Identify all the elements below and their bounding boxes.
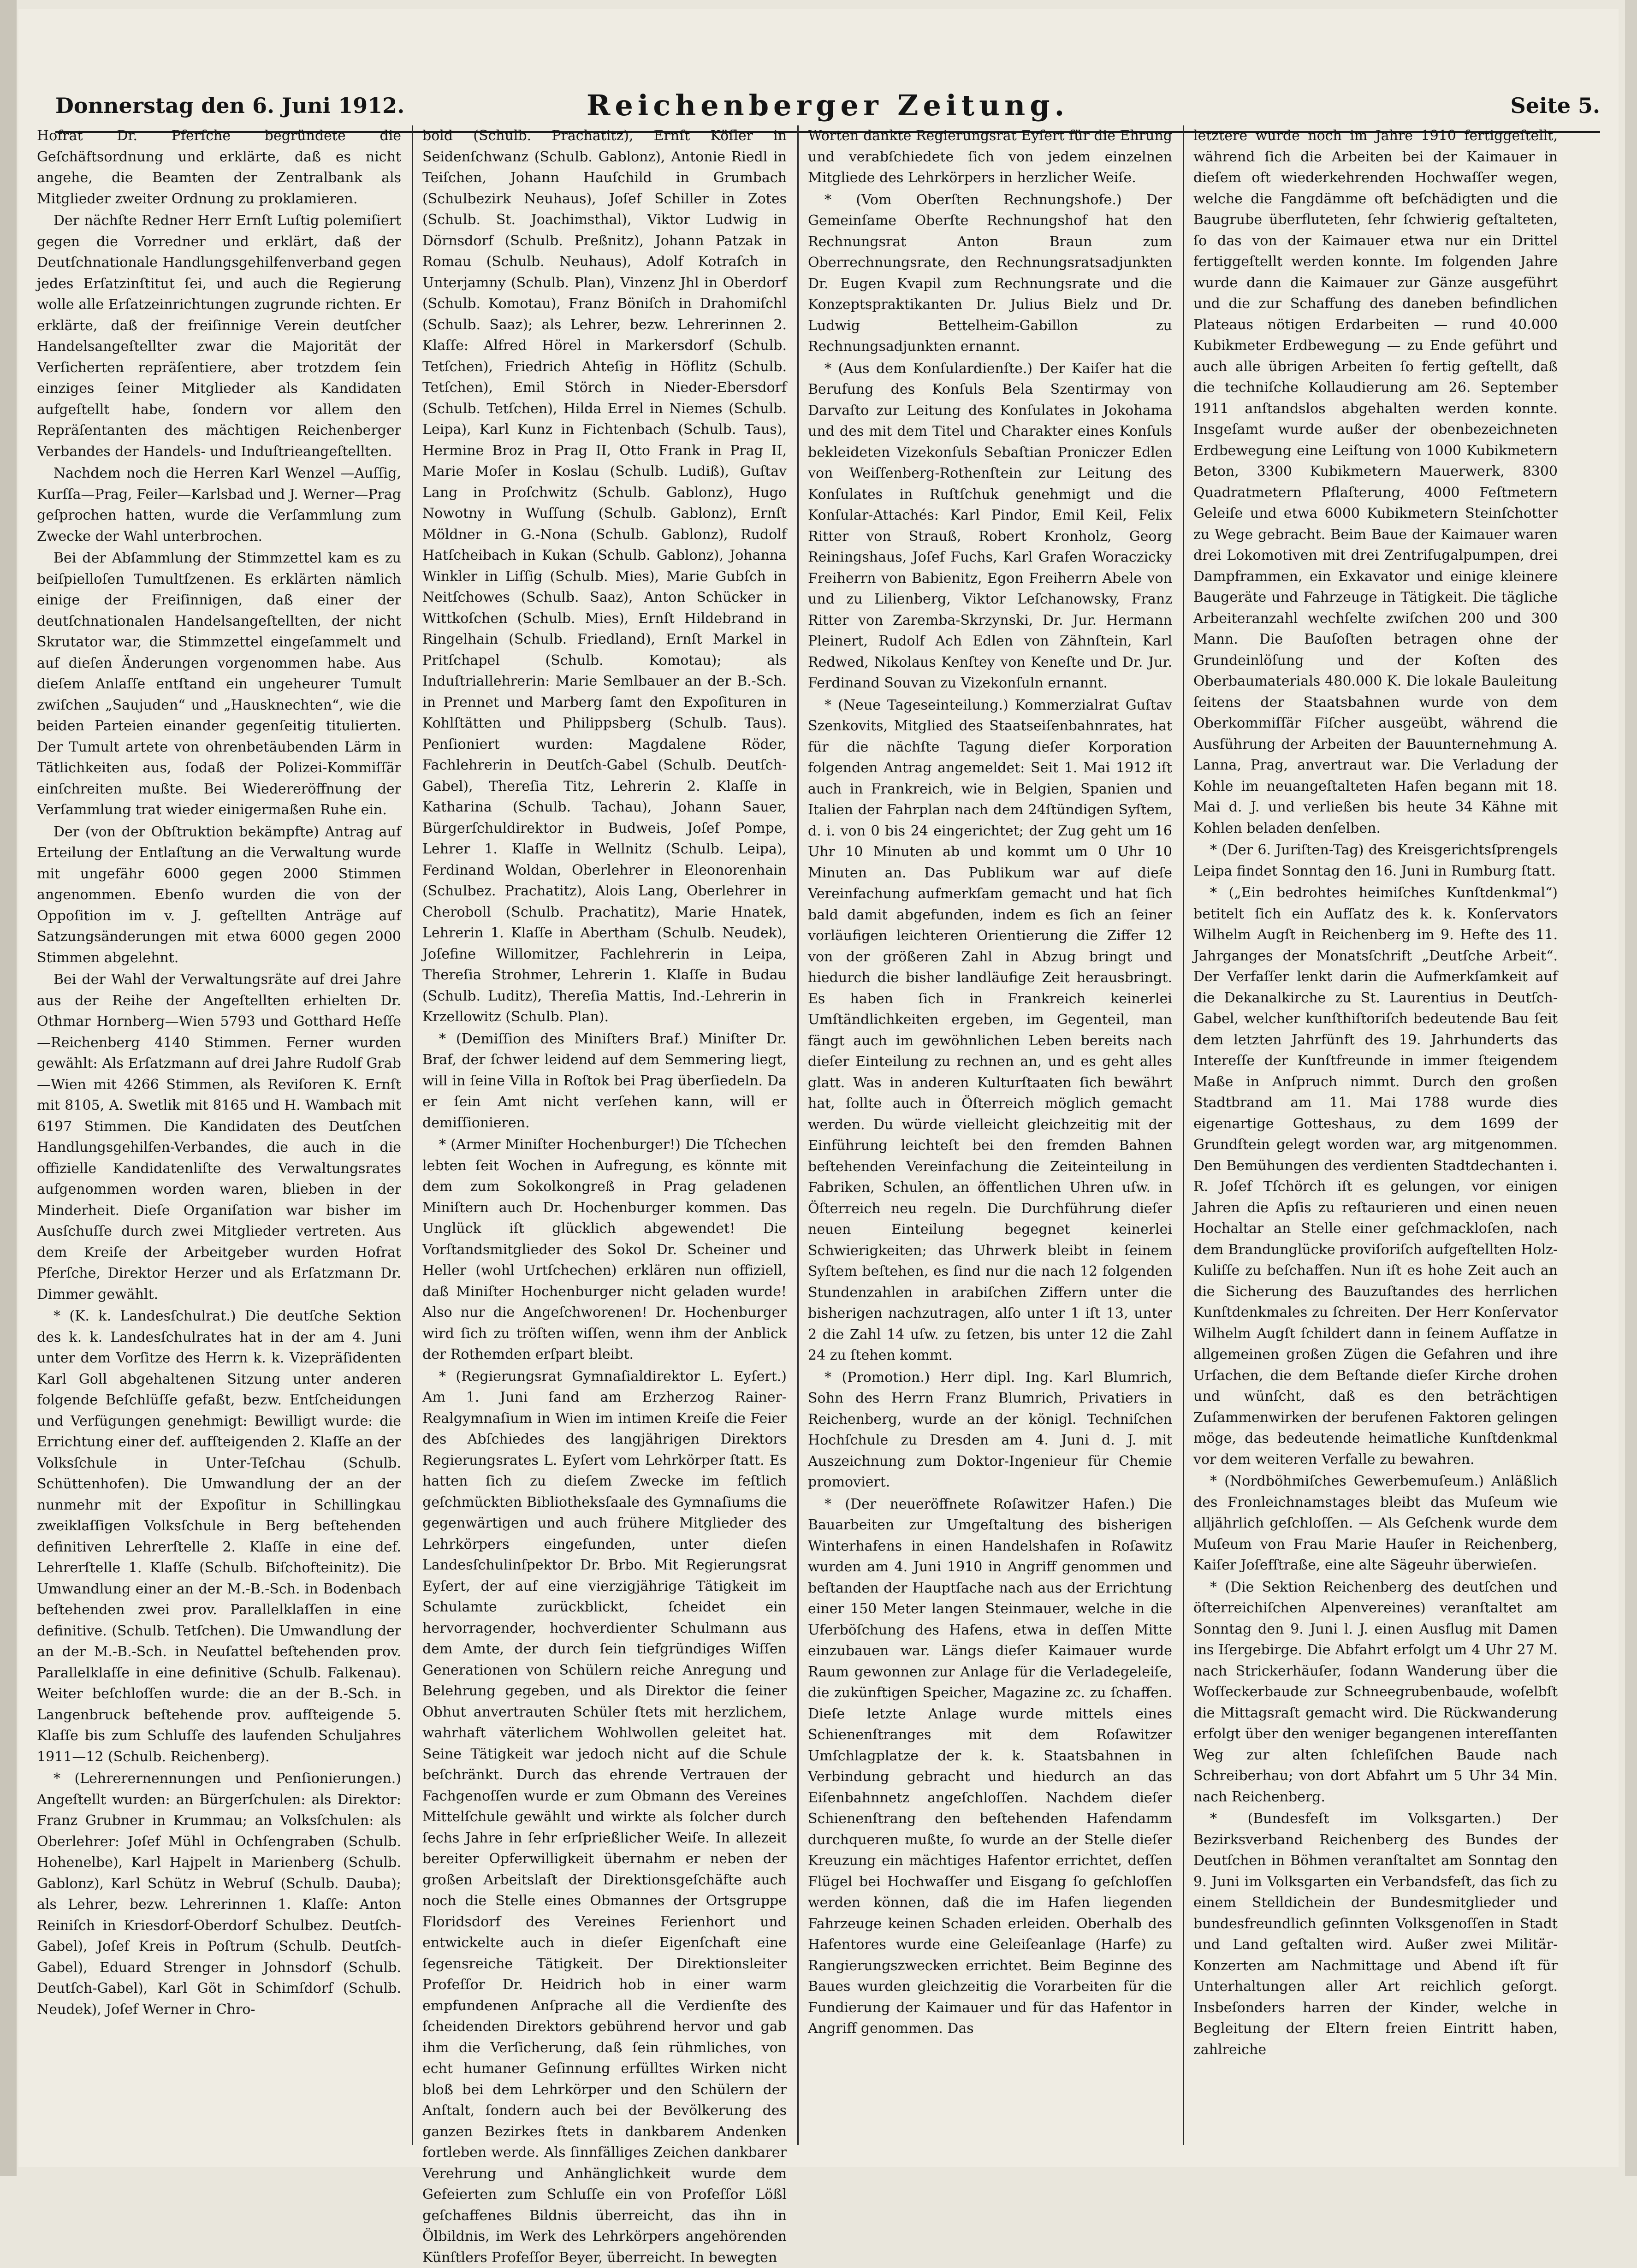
newspaper-title: Reichenberger Zeitung. <box>55 89 1600 122</box>
article-paragraph: * (Armer Miniſter Hochenburger!) Die Tſchechen lebten ſeit Wochen in Aufregung, es könnte mit dem zum Sokolkongreß in Prag geladenen Miniſtern auch Dr. Hochenburger kommen. Das Unglück iſt glücklich abgewendet! Die Vorſtandsmitglieder des Sokol Dr. Scheiner und Heller (wohl Urtſchechen) erklären nun offiziell, daß Miniſter Hochenburger nicht geladen wurde! Also nur die Angeſchworenen! Dr. Hochenburger wird ſich zu tröſten wiſſen, wenn ihm der Anblick der Rothemden erſpart bleibt. <box>422 1134 787 1365</box>
article-paragraph: Nachdem noch die Herren Karl Wenzel —Auſſig, Kurſſa—Prag, Feiler—Karlsbad und J. Werner—Prag geſprochen hatten, wurde die Verſammlung zum Zwecke der Wahl unterbrochen. <box>37 463 401 547</box>
article-paragraph: Bei der Abſammlung der Stimmzettel kam es zu beiſpielloſen Tumultſzenen. Es erklärten nämlich einige der Freiſinnigen, daß einer der deutſchnationalen Handelsangeſtellten, der nicht Skrutator war, die Stimmzettel eingeſammelt und auf dieſen Änderungen vorgenommen habe. Aus dieſem Anlaſſe entſtand ein ungeheurer Tumult zwiſchen „Saujuden“ und „Hausknechten“, wie die beiden Parteien einander gegenſeitig titulierten. Der Tumult artete von ohrenbetäubenden Lärm in Tätlichkeiten aus, ſodaß der Polizei-Kommiſſär einſchreiten mußte. Bei Wiedereröffnung der Verſammlung trat wieder einigermaßen Ruhe ein. <box>37 548 401 821</box>
article-paragraph: * (K. k. Landesſchulrat.) Die deutſche Sektion des k. k. Landesſchulrates hat in der am 4. Juni unter dem Vorſitze des Herrn k. k. Vizepräſidenten Karl Goll abgehaltenen Sitzung unter anderen folgende Beſchlüſſe gefaßt, bezw. Entſcheidungen und Verfügungen genehmigt: Bewilligt wurde: die Errichtung einer def. aufſteigenden 2. Klaſſe an der Volksſchule in Unter-Teſchau (Schulb. Schüttenhofen). Die Umwandlung der an der nunmehr mit der Expoſitur in Schillingkau zweiklaſſigen Volksſchule in Berg beſtehenden definitiven Lehrerſtelle 2. Klaſſe in eine def. Lehrerſtelle 1. Klaſſe (Schulb. Biſchofteinitz). Die Umwandlung einer an der M.-B.-Sch. in Bodenbach beſtehenden zwei prov. Parallelklaſſen in eine definitive. (Schulb. Tetſchen). Die Umwandlung der an der M.-B.-Sch. in Neuſattel beſtehenden prov. Parallelklaſſe in eine definitive (Schulb. Falkenau). Weiter beſchloſſen wurde: die an der B.-Sch. in Langenbruck beſtehende prov. aufſteigende 5. Klaſſe bis zum Schluſſe des laufenden Schuljahres 1911—12 (Schulb. Reichenberg). <box>37 1306 401 1767</box>
article-paragraph: Hofrat Dr. Pferſche begründete die Geſchäftsordnung und erklärte, daß es nicht angehe, die Beamten der Zentralbank als Mitglieder zweiter Ordnung zu proklamieren. <box>37 125 401 209</box>
article-paragraph: * („Ein bedrohtes heimiſches Kunſtdenkmal“) betitelt ſich ein Aufſatz des k. k. Konſervators Wilhelm Augſt in Reichenberg im 9. Hefte des 11. Jahrganges der Monatsſchrift „Deutſche Arbeit“. Der Verfaſſer lenkt darin die Aufmerkſamkeit auf die Dekanalkirche zu St. Laurentius in Deutſch-Gabel, welcher kunſthiſtoriſch bedeutende Bau ſeit dem letzten Jahrfünft des 19. Jahrhunderts das Intereſſe der Kunſtfreunde in immer ſteigendem Maße in Anſpruch nimmt. Durch den großen Stadtbrand am 11. Mai 1788 wurde dies eigenartige Gotteshaus, zu dem 1699 der Grundſtein gelegt worden war, arg mitgenommen. Den Bemühungen des verdienten Stadtdechanten i. R. Joſef Tſchörch iſt es gelungen, vor einigen Jahren die Apſis zu reſtaurieren und einen neuen Hochaltar an Stelle einer geſchmackloſen, nach dem Brandunglücke proviſoriſch aufgeſtellten Holz-Kuliſſe zu beſchaffen. Nun iſt es hohe Zeit auch an die Sicherung des Bauzuſtandes des herrlichen Kunſtdenkmales zu ſchreiten. Der Herr Konſervator Wilhelm Augſt ſchildert dann in ſeinem Aufſatze in allgemeinen großen Zügen die Gefahren und ihre Urſachen, die dem Beſtande dieſer Kirche drohen und wünſcht, daß es den beträchtigen Zuſammenwirken der berufenen Faktoren gelingen möge, das bedeutende heimatliche Kunſtdenkmal vor dem weiteren Verfalle zu bewahren. <box>1193 882 1558 1470</box>
text-column-1 <box>37 125 401 2145</box>
article-paragraph: Worten dankte Regierungsrat Eyſert für die Ehrung und verabſchiedete ſich von jedem einzelnen Mitgliede des Lehrkörpers in herzlicher Weiſe. <box>808 125 1172 189</box>
article-paragraph: * (Der neueröffnete Roſawitzer Hafen.) Die Bauarbeiten zur Umgeſtaltung des bisherigen Winterhafens in einen Handelshafen in Roſawitz wurden am 4. Juni 1910 in Angriff genommen und beſtanden der Hauptſache nach aus der Errichtung einer 150 Meter langen Steinmauer, welche in die Uferböſchung des Hafens, etwa in deſſen Mitte einzubauen war. Längs dieſer Kaimauer wurde Raum gewonnen zur Anlage für die Verladegeleiſe, die zukünftigen Speicher, Magazine zc. zu ſchaffen. Dieſe letzte Anlage wurde mittels eines Schienenſtranges mit dem Roſawitzer Umſchlagplatze der k. k. Staatsbahnen in Verbindung gebracht und hiedurch an das Eiſenbahnnetz angeſchloſſen. Nachdem dieſer Schienenſtrang den beſtehenden Hafendamm durchqueren mußte, ſo wurde an der Stelle dieſer Kreuzung ein mächtiges Hafentor errichtet, deſſen Flügel bei Hochwaſſer und Eisgang ſo geſchloſſen werden können, daß die im Hafen liegenden Fahrzeuge keinen Schaden erleiden. Oberhalb des Hafentores wurde eine Geleiſeanlage (Harfe) zu Rangierungszwecken errichtet. Beim Beginne des Baues wurden gleichzeitig die Vorarbeiten für die Fundierung der Kaimauer und für das Hafentor in Angriff genommen. Das <box>808 1494 1172 2039</box>
article-paragraph: * (Nordböhmiſches Gewerbemuſeum.) Anläßlich des Fronleichnamstages bleibt das Muſeum wie alljährlich geſchloſſen. — Als Geſchenk wurde dem Muſeum von Frau Marie Hauſer in Reichenberg, Kaiſer Joſefſtraße, eine alte Sägeuhr überwieſen. <box>1193 1471 1558 1576</box>
article-paragraph: letztere wurde noch im Jahre 1910 fertiggeſtellt, während ſich die Arbeiten bei der Kaimauer in dieſem oft wiederkehrenden Hochwaſſer wegen, welche die Fangdämme oft beſchädigten und die Baugrube überfluteten, ſehr ſchwierig geſtalteten, ſo das von der Kaimauer etwa nur ein Drittel fertiggeſtellt werden konnte. Im folgenden Jahre wurde dann die Kaimauer zur Gänze ausgeführt und die zur Schaffung des daneben befindlichen Plateaus nötigen Erdarbeiten — rund 40.000 Kubikmeter Erdbewegung — zu Ende geführt und auch alle übrigen Arbeiten ſo fertig geſtellt, daß die techniſche Kollaudierung am 26. September 1911 anſtandslos abgehalten werden konnte. Insgeſamt wurde außer der obenbezeichneten Erdbewegung eine Leiſtung von 1000 Kubikmetern Beton, 3300 Kubikmetern Mauerwerk, 8300 Quadratmetern Pflaſterung, 4000 Feſtmetern Geleiſe und etwa 6000 Kubikmetern Steinſchotter zu Wege gebracht. Beim Baue der Kaimauer waren drei Lokomotiven mit drei Zentrifugalpumpen, drei Dampframmen, ein Exkavator und einige kleinere Baugeräte und Fahrzeuge in Tätigkeit. Die tägliche Arbeiteranzahl wechſelte zwiſchen 200 und 300 Mann. Die Bauſoſten betragen ohne der Grundeinlöſung und der Koſten des Oberbaumaterials 480.000 K. Die lokale Bauleitung ſeitens der Staatsbahnen wurde von dem Oberkommiſſär Fiſcher ausgeübt, während die Ausführung der Arbeiten der Bauunternehmung A. Lanna, Prag, anvertraut war. Die Verladung der Kohle im neuangeſtalteten Hafen begann mit 18. Mai d. J. und verließen bis heute 34 Kähne mit Kohlen beladen denſelben. <box>1193 125 1558 839</box>
article-paragraph: * (Bundesfeſt im Volksgarten.) Der Bezirksverband Reichenberg des Bundes der Deutſchen in Böhmen veranſtaltet am Sonntag den 9. Juni im Volksgarten ein Verbandsfeſt, das ſich zu einem Stelldichein der Bundesmitglieder und bundesfreundlich geſinnten Volksgenoſſen in Stadt und Land geſtalten wird. Außer zwei Militär-Konzerten am Nachmittage und Abend iſt für Unterhaltungen aller Art reichlich geſorgt. Insbeſonders harren der Kinder, welche in Begleitung der Eltern freien Eintritt haben, zahlreiche <box>1193 1808 1558 2060</box>
column-rule <box>797 125 799 2145</box>
article-paragraph: * (Lehrerernennungen und Penſionierungen.) Angeſtellt wurden: an Bürgerſchulen: als Direktor: Franz Grubner in Krummau; an Volksſchulen: als Oberlehrer: Joſef Mühl in Ochſengraben (Schulb. Hohenelbe), Karl Hajpelt in Marienberg (Schulb. Gablonz), Karl Schütz in Webruſ (Schulb. Dauba); als Lehrer, bezw. Lehrerinnen 1. Klaſſe: Anton Reiniſch in Kriesdorf-Oberdorf Schulbez. Deutſch-Gabel), Joſef Kreis in Poſtrum (Schulb. Deutſch-Gabel), Eduard Strenger in Johnsdorf (Schulb. Deutſch-Gabel), Karl Göt in Schimſdorf (Schulb. Neudek), Joſef Werner in Chro- <box>37 1768 401 2020</box>
scan-edge-left <box>0 0 17 2176</box>
text-column-2 <box>422 125 787 2145</box>
text-column-3 <box>808 125 1172 2145</box>
column-rule <box>412 125 413 2145</box>
text-column-4 <box>1193 125 1558 2145</box>
article-paragraph: * (Promotion.) Herr dipl. Ing. Karl Blumrich, Sohn des Herrn Franz Blumrich, Privatiers in Reichenberg, wurde an der königl. Techniſchen Hochſchule zu Dresden am 4. Juni d. J. mit Auszeichnung zum Doktor-Ingenieur für Chemie promoviert. <box>808 1367 1172 1493</box>
article-paragraph: * (Der 6. Juriſten-Tag) des Kreisgerichtsſprengels Leipa findet Sonntag den 16. Juni in Rumburg ſtatt. <box>1193 840 1558 882</box>
article-paragraph: * (Neue Tageseinteilung.) Kommerzialrat Guſtav Szenkovits, Mitglied des Staatseiſenbahnrates, hat für die nächſte Tagung dieſer Korporation folgenden Antrag angemeldet: Seit 1. Mai 1912 iſt auch in Frankreich, wie in Belgien, Spanien und Italien der Fahrplan nach dem 24ſtündigen Syſtem, d. i. von 0 bis 24 eingerichtet; der Zug geht um 16 Uhr 10 Minuten ab und kommt um 0 Uhr 10 Minuten an. Das Publikum war auf dieſe Vereinfachung aufmerkſam gemacht und hat ſich bald damit abgefunden, indem es ſich an ſeiner vorläufigen leichteren Orientierung die Ziffer 12 von der größeren Zahl in Abzug bringt und hiedurch die bisher landläufige Zeit herausbringt. Es haben ſich in Frankreich keinerlei Umſtändlichkeiten ergeben, im Gegenteil, man fängt auch im gewöhnlichen Leben bereits nach dieſer Einteilung zu rechnen an, und es geht alles glatt. Was in anderen Kulturſtaaten ſich bewährt hat, ſollte auch in Öſterreich möglich gemacht werden. Du würde vielleicht gleichzeitig mit der Einführung leichteſt bei den fremden Bahnen beſtehenden Vereinfachung die Zeiteinteilung in Fabriken, Schulen, an öffentlichen Uhren uſw. in Öſterreich neu regeln. Die Durchführung dieſer neuen Einteilung begegnet keinerlei Schwierigkeiten; das Uhrwerk bleibt in ſeinem Syſtem beſtehen, es ſind nur die nach 12 folgenden Stundenzahlen in arabiſchen Ziffern unter die bisherigen nachzutragen, alſo unter 1 iſt 13, unter 2 die Zahl 14 uſw. zu ſetzen, bis unter 12 die Zahl 24 zu ſtehen kommt. <box>808 695 1172 1366</box>
issue-date: Donnerstag den 6. Juni 1912. <box>55 93 404 118</box>
article-paragraph: Bei der Wahl der Verwaltungsräte auf drei Jahre aus der Reihe der Angeſtellten erhielten Dr. Othmar Hornberg—Wien 5793 und Gotthard Heſſe—Reichenberg 4140 Stimmen. Ferner wurden gewählt: Als Erſatzmann auf drei Jahre Rudolf Grab—Wien mit 4266 Stimmen, als Reviſoren K. Ernſt mit 8105, A. Swetlik mit 8165 und H. Wambach mit 6197 Stimmen. Die Kandidaten des Deutſchen Handlungsgehilfen-Verbandes, die auch in die offizielle Kandidatenliſte des Verwaltungsrates aufgenommen worden waren, blieben in der Minderheit. Dieſe Organiſation war bisher im Ausſchuſſe durch zwei Mitglieder vertreten. Aus dem Kreiſe der Arbeitgeber wurden Hofrat Pferſche, Direktor Herzer und als Erſatzmann Dr. Dimmer gewählt. <box>37 969 401 1305</box>
article-paragraph: Der nächſte Redner Herr Ernſt Luſtig polemiſiert gegen die Vorredner und erklärt, daß der Deutſchnationale Handlungsgehilfenverband gegen jedes Erſatzinſtitut ſei, und auch die Regierung wolle alle Erſatzeinrichtungen zugrunde richten. Er erklärte, daß der freiſinnige Verein deutſcher Handelsangeſtellter zwar die Majorität der Verſicherten repräſentiere, aber trotzdem ſein einziges ſeiner Mitglieder als Kandidaten aufgeſtellt habe, ſondern vor allem den Repräſentanten des mächtigen Reichenberger Verbandes der Handels- und Induſtrieangeſtellten. <box>37 210 401 462</box>
page-number: Seite 5. <box>1510 93 1600 118</box>
scan-edge-right <box>1625 0 1637 2176</box>
article-paragraph: * (Demiſſion des Miniſters Braf.) Miniſter Dr. Braf, der ſchwer leidend auf dem Semmering liegt, will in ſeine Villa in Roſtok bei Prag überſiedeln. Da er ſein Amt nicht verſehen kann, will er demiſſionieren. <box>422 1029 787 1134</box>
article-paragraph: Der (von der Obſtruktion bekämpfte) Antrag auf Erteilung der Entlaſtung an die Verwaltung wurde mit ungefähr 6000 gegen 2000 Stimmen angenommen. Ebenſo wurden die von der Oppoſition im v. J. geſtellten Anträge auf Satzungsänderungen mit etwa 6000 gegen 2000 Stimmen abgelehnt. <box>37 822 401 969</box>
article-paragraph: * (Aus dem Konſulardienſte.) Der Kaiſer hat die Berufung des Konſuls Bela Szentirmay von Darvaſto zur Leitung des Konſulates in Jokohama und des mit dem Titel und Charakter eines Konſuls bekleideten Vizekonſuls Sebaſtian Proniczer Edlen von Weiſſenberg-Rothenſtein zur Leitung des Konſulates in Ruſtſchuk genehmigt und die Konſular-Attachés: Karl Pindor, Emil Keil, Felix Ritter von Strauß, Robert Kronholz, Georg Reiningshaus, Joſef Fuchs, Karl Grafen Woraczicky Freiherrn von Babienitz, Egon Freiherrn Abele von und zu Lilienberg, Viktor Leſchanowsky, Franz Ritter von Zaremba-Skrzynski, Dr. Jur. Hermann Pleinert, Rudolf Ach Edlen von Zähnſtein, Karl Redwed, Nikolaus Kenſtey von Keneſte und Dr. Jur. Ferdinand Souvan zu Vizekonſuln ernannt. <box>808 358 1172 694</box>
article-paragraph: * (Die Sektion Reichenberg des deutſchen und öſterreichiſchen Alpenvereines) veranſtaltet am Sonntag den 9. Juni l. J. einen Ausflug mit Damen ins Iſergebirge. Die Abfahrt erfolgt um 4 Uhr 27 M. nach Strickerhäuſer, ſodann Wanderung über die Woſſeckerbaude zur Schneegrubenbaude, woſelbſt die Mittagsraſt gemacht wird. Die Rückwanderung erfolgt über den weniger begangenen intereſſanten Weg zur alten ſchleſiſchen Baude nach Schreiberhau; von dort Abfahrt um 5 Uhr 34 Min. nach Reichenberg. <box>1193 1577 1558 1808</box>
article-paragraph: bold (Schulb. Prachatitz), Ernſt Köſler in Seidenſchwanz (Schulb. Gablonz), Antonie Riedl in Teiſchen, Johann Hauſchild in Grumbach (Schulbezirk Neuhaus), Joſef Schiller in Zotes (Schulb. St. Joachimsthal), Viktor Ludwig in Dörnsdorf (Schulb. Preßnitz), Johann Patzak in Romau (Schulb. Neuhaus), Adolf Kotraſch in Unterjamny (Schulb. Plan), Vinzenz Jhl in Oberdorf (Schulb. Komotau), Franz Böniſch in Drahomiſchl (Schulb. Saaz); als Lehrer, bezw. Lehrerinnen 2. Klaſſe: Alfred Hörel in Markersdorf (Schulb. Tetſchen), Friedrich Ahteſig in Höflitz (Schulb. Tetſchen), Emil Störch in Nieder-Ebersdorf (Schulb. Tetſchen), Hilda Errel in Niemes (Schulb. Leipa), Karl Kunz in Fichtenbach (Schulb. Taus), Hermine Broz in Prag II, Otto Frank in Prag II, Marie Moſer in Koslau (Schulb. Ludiß), Guſtav Lang in Proſchwitz (Schulb. Gablonz), Hugo Nowotny in Wuſſung (Schulb. Gablonz), Ernſt Möldner in G.-Nona (Schulb. Gablonz), Rudolf Hatſcheibach in Kukan (Schulb. Gablonz), Johanna Winkler in Liſſig (Schulb. Mies), Marie Gubſch in Neitſchowes (Schulb. Saaz), Anton Schücker in Wittkoſchen (Schulb. Mies), Ernſt Hildebrand in Ringelhain (Schulb. Friedland), Ernſt Markel in Pritſchapel (Schulb. Komotau); als Induſtriallehrerin: Marie Semlbauer an der B.-Sch. in Prennet und Marberg ſamt den Expoſituren in Kohlſtätten und Philippsberg (Schulb. Taus). Penſioniert wurden: Magdalene Röder, Fachlehrerin in Deutſch-Gabel (Schulb. Deutſch-Gabel), Thereſia Titz, Lehrerin 2. Klaſſe in Katharina (Schulb. Tachau), Johann Sauer, Bürgerſchuldirektor in Budweis, Joſef Pompe, Lehrer 1. Klaſſe in Wellnitz (Schulb. Leipa), Ferdinand Woldan, Oberlehrer in Eleonorenhain (Schulbez. Prachatitz), Alois Lang, Oberlehrer in Cheroboll (Schulb. Prachatitz), Marie Hnatek, Lehrerin 1. Klaſſe in Abertham (Schulb. Neudek), Joſefine Willomitzer, Fachlehrerin in Leipa, Thereſia Strohmer, Lehrerin 1. Klaſſe in Budau (Schulb. Luditz), Thereſia Mattis, Ind.-Lehrerin in Krzellowitz (Schulb. Plan). <box>422 125 787 1028</box>
article-paragraph: * (Vom Oberſten Rechnungshofe.) Der Gemeinſame Oberſte Rechnungshof hat den Rechnungsrat Anton Braun zum Oberrechnungsrate, den Rechnungsratsadjunkten Dr. Eugen Kvapil zum Rechnungsrate und die Konzeptspraktikanten Dr. Julius Bielz und Dr. Ludwig Bettelheim-Gabillon zu Rechnungsadjunkten ernannt. <box>808 189 1172 357</box>
column-rule <box>1183 125 1184 2145</box>
article-paragraph: * (Regierungsrat Gymnaſialdirektor L. Eyſert.) Am 1. Juni fand am Erzherzog Rainer-Realgymnaſium in Wien im intimen Kreiſe die Feier des Abſchiedes des langjährigen Direktors Regierungsrates L. Eyſert vom Lehrkörper ſtatt. Es hatten ſich zu dieſem Zwecke im feſtlich geſchmückten Bibliotheksſaale des Gymnaſiums die gegenwärtigen und auch frühere Mitglieder des Lehrkörpers eingefunden, unter dieſen Landesſchulinſpektor Dr. Brbo. Mit Regierungsrat Eyſert, der auf eine vierzigjährige Tätigkeit im Schulamte zurückblickt, ſcheidet ein hervorragender, hochverdienter Schulmann aus dem Amte, der durch ſein tiefgründiges Wiſſen Generationen von Schülern reiche Anregung und Belehrung gegeben, und als Direktor die ſeiner Obhut anvertrauten Schüler ſtets mit herzlichem, wahrhaft väterlichem Wohlwollen geleitet hat. Seine Tätigkeit war jedoch nicht auf die Schule beſchränkt. Durch das ehrende Vertrauen der Fachgenoſſen wurde er zum Obmann des Vereines Mittelſchule gewählt und wirkte als ſolcher durch ſechs Jahre in ſehr erſprießlicher Weiſe. In allezeit bereiter Opferwilligkeit übernahm er neben der großen Arbeitslaſt der Direktionsgeſchäfte auch noch die Stelle eines Obmannes der Ortsgruppe Floridsdorf des Vereines Ferienhort und entwickelte auch in dieſer Eigenſchaft eine ſegensreiche Tätigkeit. Der Direktionsleiter Profeſſor Dr. Heidrich hob in einer warm empfundenen Anſprache all die Verdienſte des ſcheidenden Direktors gebührend hervor und gab ihm die Verſicherung, daß ſein rühmliches, von echt humaner Geſinnung erfülltes Wirken nicht bloß bei dem Lehrkörper und den Schülern der Anſtalt, ſondern auch bei der Bevölkerung des ganzen Bezirkes ſtets in dankbarem Andenken fortleben werde. Als ſinnfälliges Zeichen dankbarer Verehrung und Anhänglichkeit wurde dem Gefeierten zum Schluſſe ein von Profeſſor Lößl geſchaffenes Bildnis überreicht, das ihn in Ölbildnis, im Werk des Lehrkörpers angehörenden Künſtlers Profeſſor Beyer, überreicht. In bewegten <box>422 1366 787 2268</box>
